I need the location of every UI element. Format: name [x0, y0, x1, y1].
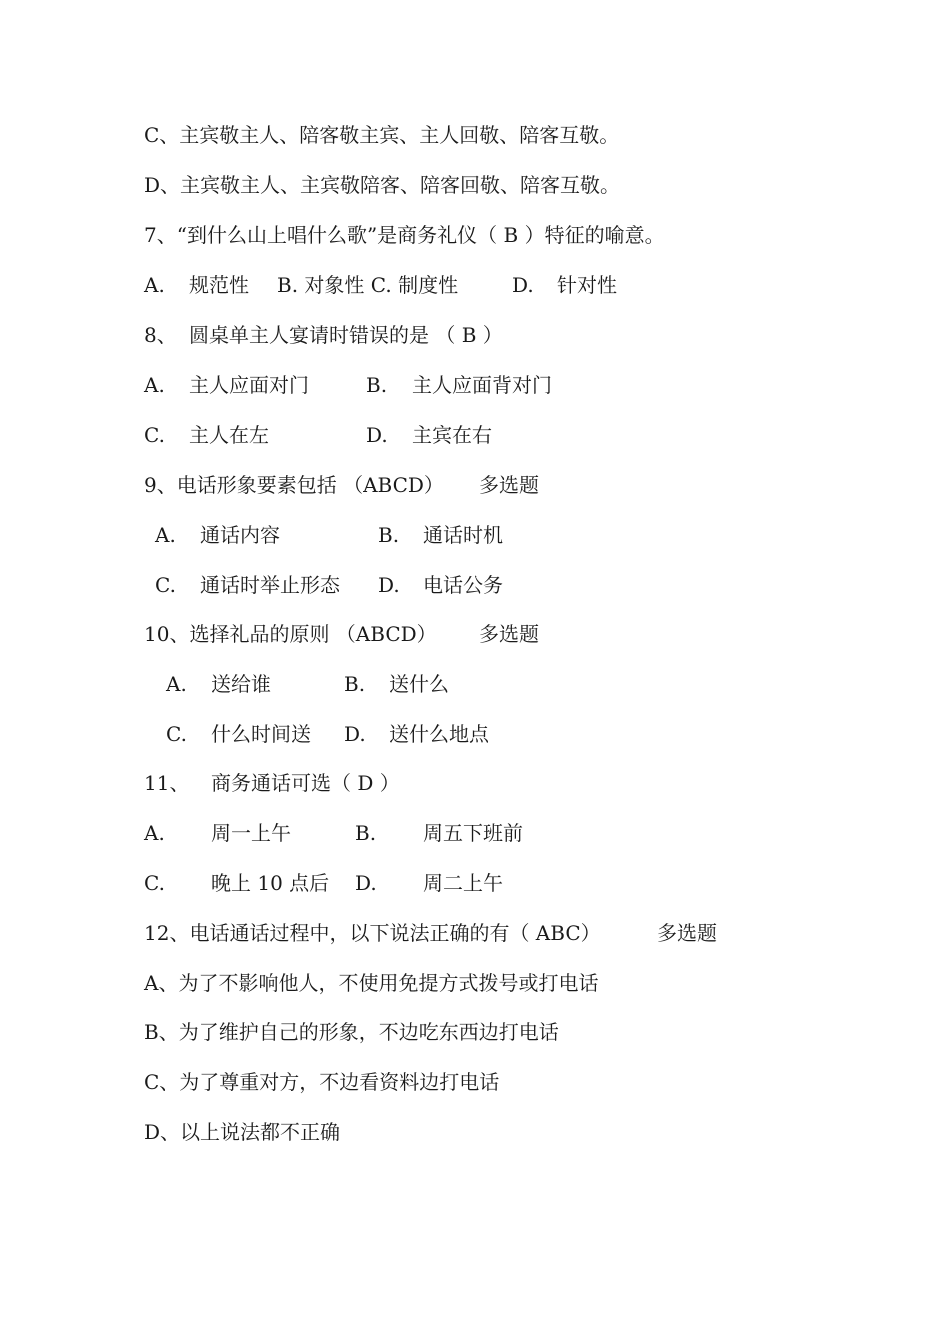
option-text: 周二上午	[423, 871, 503, 895]
option-text: 送给谁	[211, 672, 271, 696]
question-12-option-c	[0, 1067, 500, 1097]
option-text: 周一上午	[211, 821, 291, 845]
option-text: 针对性	[557, 273, 617, 297]
question-7-options	[0, 270, 617, 300]
question-11-options-ab	[0, 818, 523, 848]
option-letter: B.	[344, 672, 366, 696]
question-number: 11、	[144, 771, 190, 795]
question-12-option-a	[0, 968, 599, 998]
option-text: 送什么地点	[389, 722, 489, 746]
question-12	[0, 918, 717, 948]
option-text: 通话时举止形态	[200, 573, 340, 597]
question-7	[0, 220, 665, 250]
question-12-option-b	[0, 1017, 559, 1047]
option-letter: B.	[366, 373, 388, 397]
option-letter: C.	[155, 573, 176, 597]
option-letter: D.	[366, 423, 388, 447]
question-text: 7、“到什么山上唱什么歌”是商务礼仪（ B ）特征的喻意。	[144, 223, 665, 247]
question-text: 10、选择礼品的原则 （ABCD）	[144, 622, 437, 646]
option-text: 什么时间送	[211, 722, 311, 746]
multi-choice-note: 多选题	[479, 622, 539, 646]
question-8-options-ab	[0, 370, 552, 400]
question-11	[0, 768, 400, 798]
question-text: 9、电话形象要素包括 （ABCD）	[144, 473, 444, 497]
question-10	[0, 619, 539, 649]
option-letter: D.	[378, 573, 400, 597]
option-text: 送什么	[389, 672, 449, 696]
option-letter: D.	[344, 722, 366, 746]
question-number: 8、	[144, 323, 177, 347]
question-text: 圆桌单主人宴请时错误的是 （ B ）	[189, 323, 503, 347]
question-text: 商务通话可选（ D ）	[211, 771, 400, 795]
option-letter: A.	[144, 821, 165, 845]
question-9-options-cd	[0, 570, 503, 600]
option-letter: D.	[512, 273, 534, 297]
question-8-options-cd	[0, 420, 492, 450]
line-text: C、主宾敬主人、陪客敬主宾、主人回敬、陪客互敬。	[144, 123, 620, 147]
option-letter: A.	[155, 523, 176, 547]
option-letter: B.	[355, 821, 377, 845]
option-text: 周五下班前	[423, 821, 523, 845]
option-d-toast-order	[0, 170, 621, 200]
option-text: B、为了维护自己的形象，不边吃东西边打电话	[144, 1020, 559, 1044]
question-11-options-cd	[0, 868, 503, 898]
option-text: 主人应面背对门	[412, 373, 552, 397]
question-10-options-ab	[0, 669, 449, 699]
question-12-option-d	[0, 1117, 341, 1147]
option-letter: C.	[166, 722, 187, 746]
question-9	[0, 470, 539, 500]
option-text: 规范性	[189, 273, 249, 297]
multi-choice-note: 多选题	[657, 921, 717, 945]
option-letter: C.	[144, 423, 165, 447]
question-10-options-cd	[0, 719, 489, 749]
line-text: D、主宾敬主人、主宾敬陪客、陪客回敬、陪客互敬。	[144, 173, 621, 197]
question-text: 12、电话通话过程中，以下说法正确的有（ ABC）	[144, 921, 601, 945]
option-text: 晚上 10 点后	[211, 871, 330, 895]
option-c-toast-order	[0, 120, 620, 150]
option-letter: B.	[378, 523, 400, 547]
option-text: 主人在左	[189, 423, 269, 447]
option-text: 通话时机	[423, 523, 503, 547]
option-letter: D.	[355, 871, 377, 895]
option-letter: A.	[144, 373, 165, 397]
option-text: 主人应面对门	[189, 373, 309, 397]
option-text: C、为了尊重对方，不边看资料边打电话	[144, 1070, 500, 1094]
option-text: A、为了不影响他人，不使用免提方式拨号或打电话	[144, 971, 599, 995]
option-text: 通话内容	[200, 523, 280, 547]
option-letter: A.	[144, 273, 165, 297]
option-letter: C.	[144, 871, 165, 895]
question-9-options-ab	[0, 520, 503, 550]
option-text: B. 对象性 C. 制度性	[277, 273, 459, 297]
option-letter: A.	[166, 672, 187, 696]
option-text: D、以上说法都不正确	[144, 1120, 341, 1144]
multi-choice-note: 多选题	[479, 473, 539, 497]
question-8	[0, 320, 503, 350]
option-text: 主宾在右	[412, 423, 492, 447]
option-text: 电话公务	[423, 573, 503, 597]
